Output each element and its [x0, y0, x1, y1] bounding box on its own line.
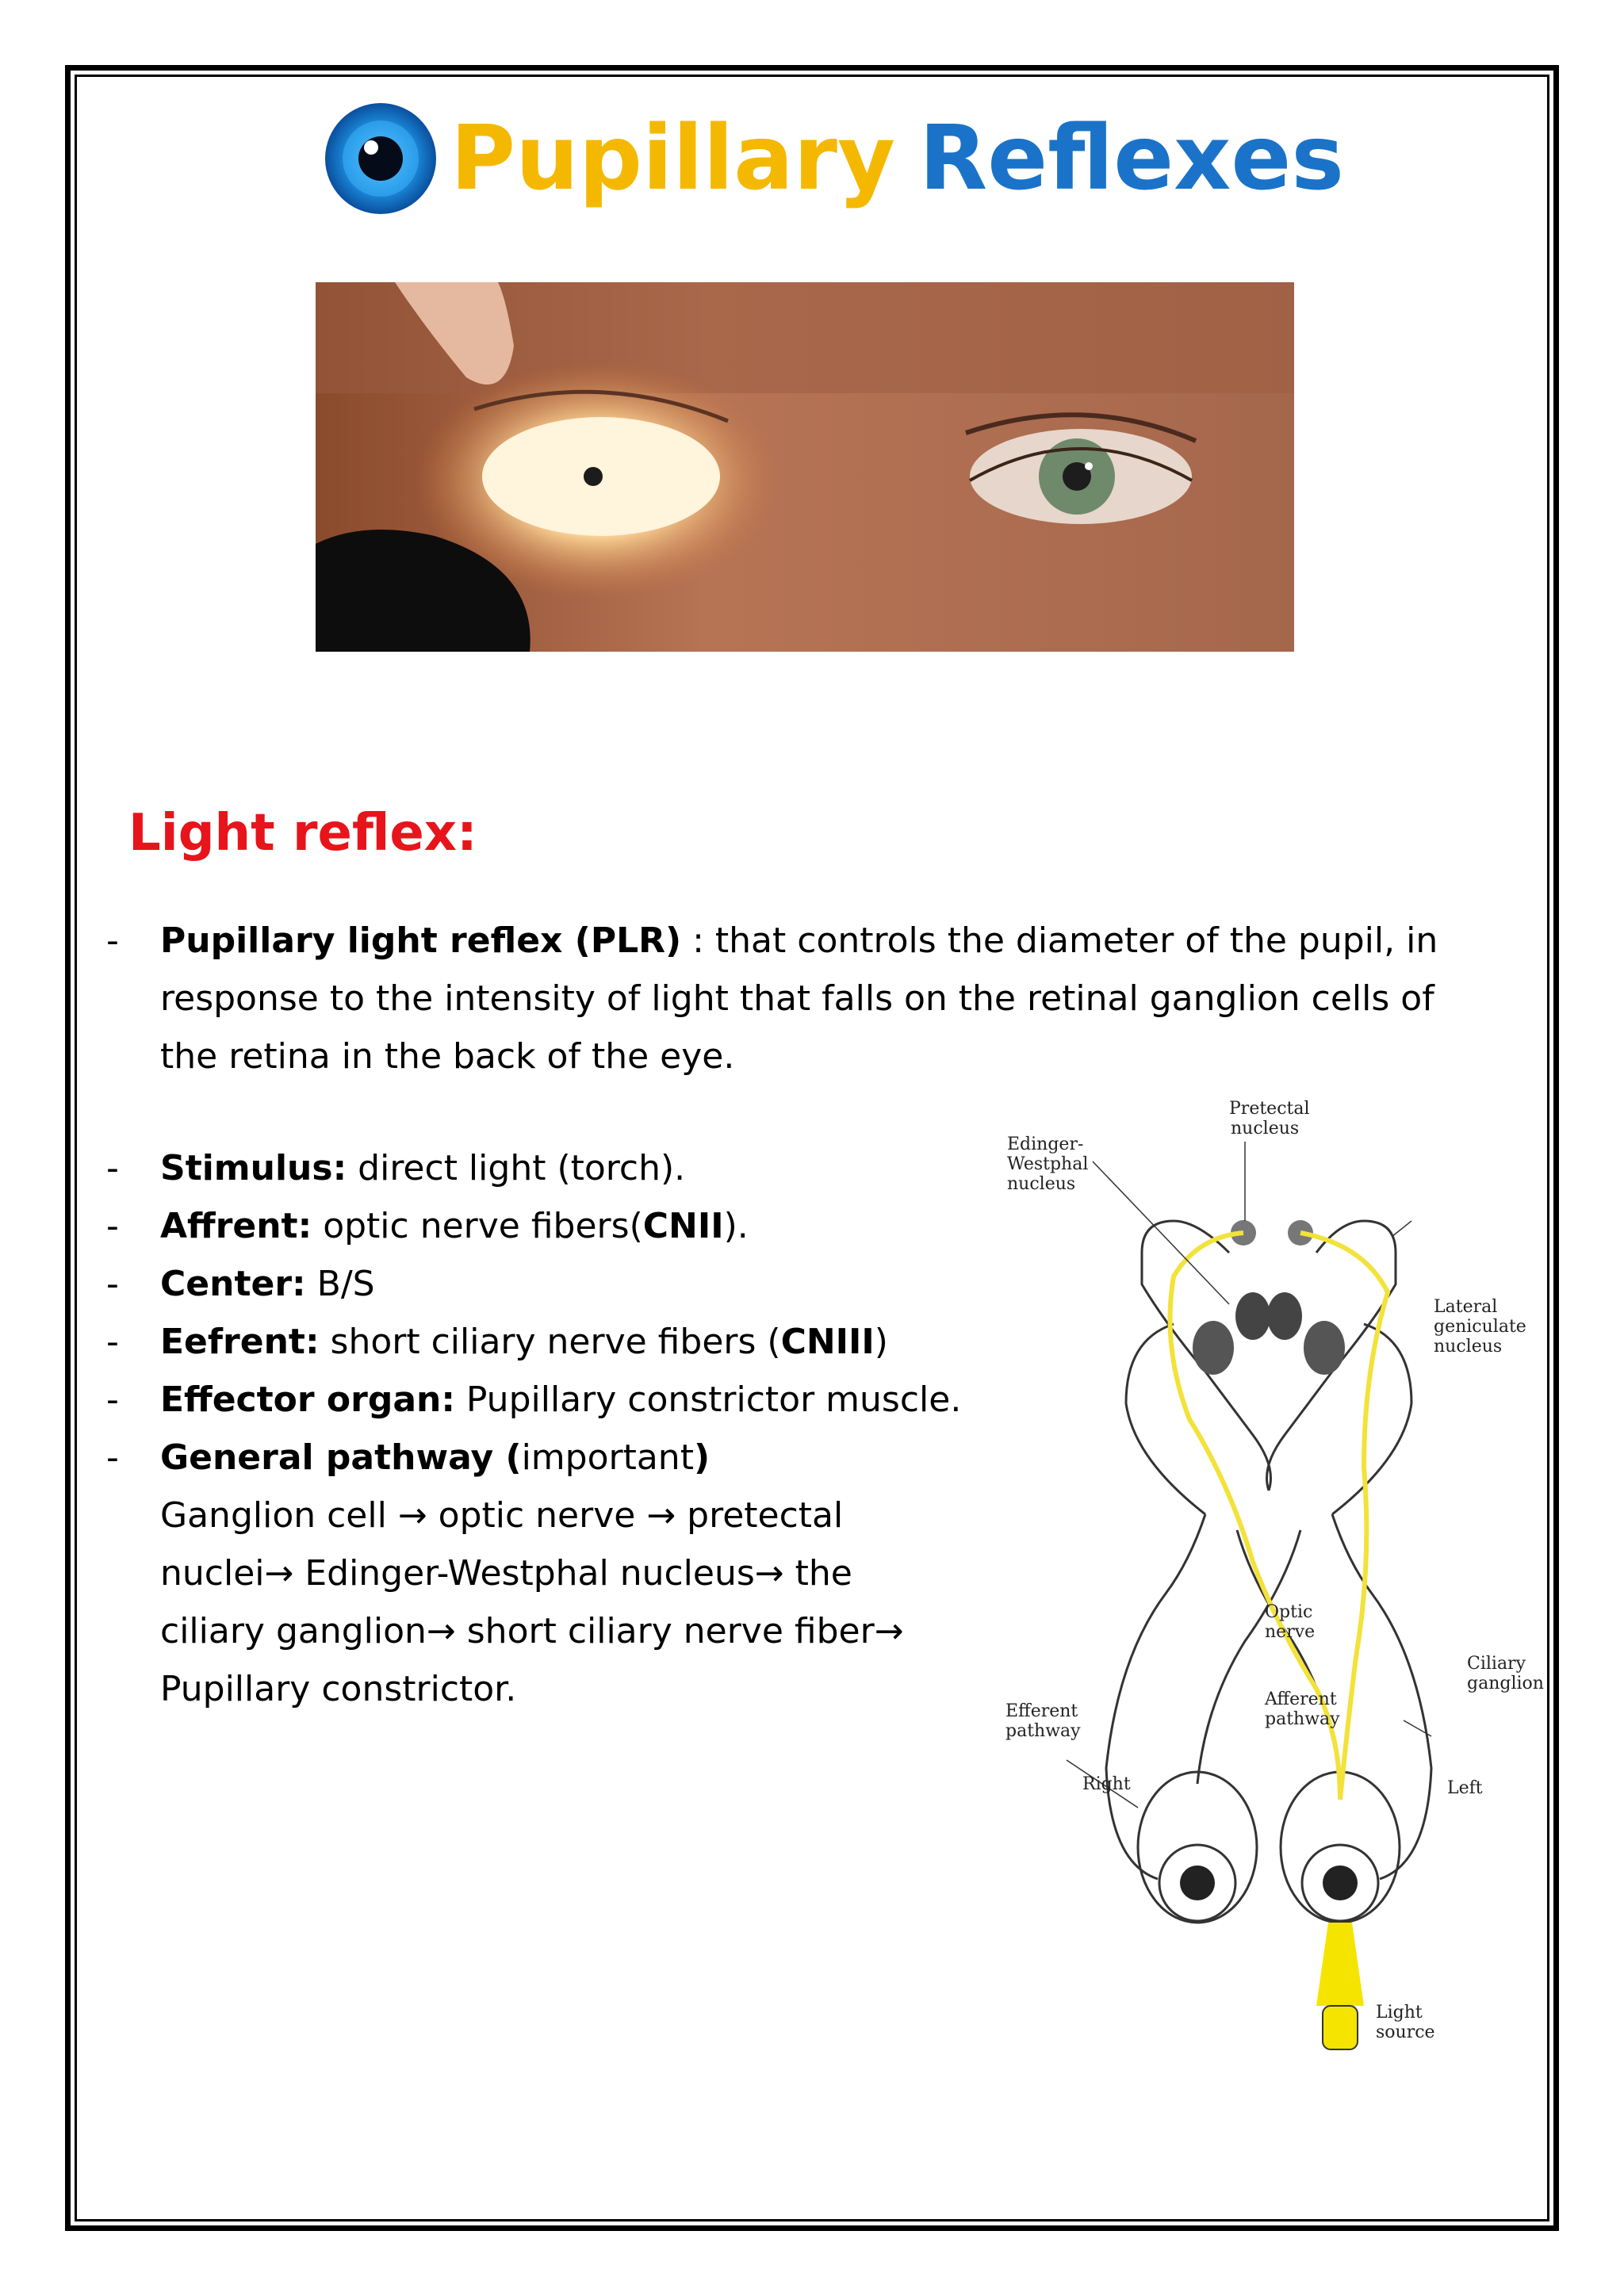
label-ciliary-ganglion: ganglion [1467, 1674, 1544, 1693]
label-afferent-pathway: pathway [1265, 1709, 1340, 1729]
label-optic-nerve: nerve [1265, 1622, 1316, 1642]
label-afferent-pathway: Afferent [1265, 1689, 1337, 1709]
label-efferent-pathway: pathway [1005, 1721, 1081, 1741]
stimulus-label: Stimulus: [160, 1148, 347, 1188]
section-heading-light-reflex: Light reflex: [128, 804, 477, 863]
eye-examination-photo [316, 282, 1294, 652]
list-item-pathway [106, 1429, 979, 1722]
label-pretectal: Pretectal [1229, 1099, 1310, 1119]
definition-line1: : that controls the diameter of the pupil, in [681, 920, 1438, 961]
center-label: Center: [160, 1264, 306, 1304]
title-word-reflexes: Reflexes [918, 107, 1345, 210]
label-light-source: source [1376, 2022, 1435, 2042]
efferent-label: Eefrent: [160, 1322, 320, 1362]
label-pretectal: nucleus [1231, 1119, 1300, 1138]
list-item-efferent [106, 1313, 979, 1372]
label-edinger-westphal: nucleus [1007, 1174, 1076, 1194]
bullet-dash: - [106, 1380, 119, 1420]
bullet-dash: - [106, 1206, 119, 1246]
label-lateral-geniculate: nucleus [1434, 1337, 1503, 1357]
list-item-stimulus [106, 1139, 979, 1199]
label-ciliary-ganglion: Ciliary [1467, 1654, 1526, 1674]
light-reflex-pathway-diagram [991, 1086, 1546, 2069]
afferent-text: optic nerve fibers( [312, 1206, 643, 1246]
pathway-line: Pupillary constrictor. [160, 1669, 517, 1709]
afferent-label: Affrent: [160, 1206, 312, 1246]
list-item-center [106, 1255, 979, 1314]
page-title [322, 95, 1344, 222]
definition-line2: response to the intensity of light that falls on the retinal ganglion cells of [160, 978, 1434, 1019]
center-text: B/S [305, 1264, 375, 1304]
label-edinger-westphal: Westphal [1007, 1154, 1089, 1174]
efferent-nerve: CNIII [780, 1322, 875, 1362]
definition-paragraph [106, 912, 1534, 1086]
pathway-line: nuclei→ Edinger-Westphal nucleus→ the [160, 1553, 852, 1594]
pathway-label-important: important [521, 1437, 694, 1478]
label-light-source: Light [1376, 2003, 1423, 2022]
list-item-afferent [106, 1197, 979, 1257]
pathway-label-close: ) [693, 1437, 710, 1478]
effector-label: Effector organ: [160, 1380, 455, 1420]
pathway-line: ciliary ganglion→ short ciliary nerve fiber→ [160, 1611, 904, 1651]
definition-term: Pupillary light reflex (PLR) [160, 920, 682, 961]
label-left-eye: Left [1447, 1778, 1483, 1798]
efferent-text-end: ) [874, 1322, 888, 1362]
definition-text [160, 912, 1438, 1085]
afferent-nerve: CNII [642, 1206, 724, 1246]
bullet-dash: - [106, 1264, 119, 1304]
label-right-eye: Right [1082, 1774, 1131, 1794]
eye-logo-icon [322, 100, 439, 217]
effector-text: Pupillary constrictor muscle. [454, 1380, 962, 1420]
stimulus-text: direct light (torch). [347, 1148, 686, 1188]
label-lateral-geniculate: geniculate [1434, 1317, 1526, 1337]
pathway-label: General pathway ( [160, 1437, 522, 1478]
title-word-pupillary: Pupillary [450, 107, 895, 210]
pathway-line: Ganglion cell → optic nerve → pretectal [160, 1495, 844, 1536]
definition-line3: the retina in the back of the eye. [160, 1036, 735, 1077]
label-efferent-pathway: Efferent [1005, 1701, 1078, 1721]
bullet-dash: - [106, 1148, 119, 1188]
bullet-dash: - [106, 1322, 119, 1362]
bullet-dash: - [106, 920, 119, 961]
list-item-effector [106, 1371, 979, 1430]
afferent-text-end: ). [723, 1206, 749, 1246]
efferent-text: short ciliary nerve fibers ( [319, 1322, 781, 1362]
bullet-dash: - [106, 1437, 119, 1478]
label-lateral-geniculate: Lateral [1434, 1297, 1498, 1317]
label-optic-nerve: Optic [1265, 1602, 1313, 1622]
label-edinger-westphal: Edinger- [1007, 1135, 1084, 1154]
